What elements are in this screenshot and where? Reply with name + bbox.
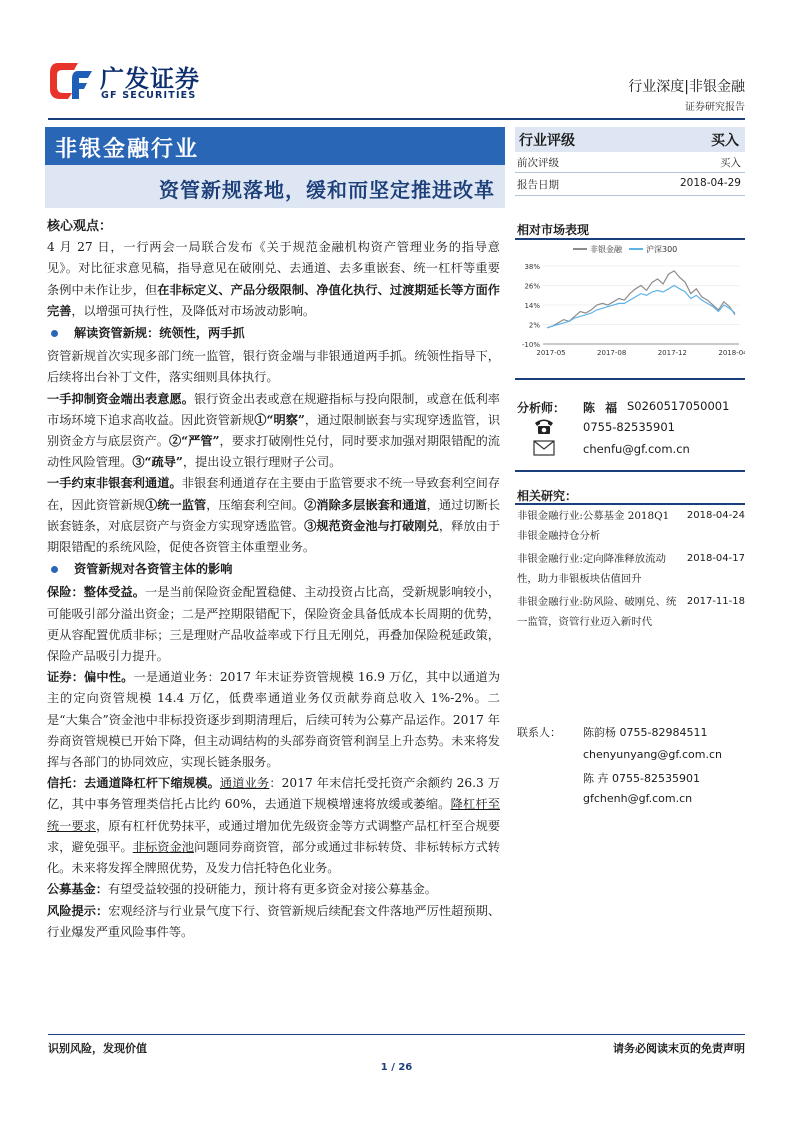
bold-span: ②消除多层嵌套和通道 bbox=[304, 497, 427, 512]
header-divider bbox=[48, 118, 745, 120]
report-date-value: 2018-04-29 bbox=[679, 177, 741, 189]
paragraph-trust bbox=[47, 773, 500, 879]
paragraph-two-hands bbox=[47, 389, 500, 559]
text-span: 非银套利通道存在主要由于监管要求不统一导致套利空间存在，因此资管新规 bbox=[47, 476, 501, 512]
market-chart bbox=[517, 242, 745, 372]
contact-line: 陈 卉 0755-82535901 bbox=[583, 772, 700, 785]
gf-logo-icon bbox=[48, 57, 94, 103]
research-date: 2018-04-17 bbox=[686, 553, 745, 564]
rating-divider bbox=[515, 172, 745, 173]
analyst-email: chenfu@gf.com.cn bbox=[583, 442, 690, 456]
main-content bbox=[47, 216, 500, 943]
rating-divider bbox=[515, 195, 745, 196]
page-number: 1 / 26 bbox=[380, 1062, 413, 1073]
research-title: 非银金融行业:定向降准释放流动性，助力非银板块估值回升 bbox=[517, 553, 666, 585]
research-item[interactable] bbox=[517, 549, 745, 589]
paragraph-intro bbox=[47, 237, 500, 322]
text-span: ，原有杠杆优势抹平，或通过增加优先级资金等方式调整产品杠杆至合规要求，避免强平。 bbox=[47, 818, 501, 854]
paragraph-insurance bbox=[47, 582, 500, 667]
bold-span: ①“明察” bbox=[254, 412, 305, 427]
text-span: 一是通道业务：2017 年末证券资管规模 16.9 万亿，其中以通道为主的定向资管规模 14.4 万亿，低费率通道业务仅贡献券商总收入 1%-2%。二是“大集合”资金池中非标投资逐步到期清理后，后续可转为公募产品运作。2017 年券商资管规模已开始下降，但主动调结构的头部券商资管利润呈上升态势。未来将发挥与各部门的协同效应，实现长链条服务。 bbox=[47, 670, 501, 770]
paragraph-fund bbox=[47, 879, 500, 900]
bold-span: ①统一监管 bbox=[144, 497, 207, 512]
section-divider bbox=[515, 378, 745, 380]
bold-span: 风险提示： bbox=[47, 903, 109, 918]
industry-title-bar bbox=[45, 127, 505, 165]
text-span: 4 月 27 日，一行两会一局联合发布《关于规范金融机构资产管理业务的指导意见》。对比征求意见稿，指导意见在破刚兑、去通道、去多重嵌套、统一杠杆等重要条例中未作让步，但 bbox=[47, 240, 500, 297]
underline-span: 降杠杆至统一要求 bbox=[47, 797, 500, 833]
bold-span: ③“疏导” bbox=[132, 455, 183, 470]
y-tick-label: 38% bbox=[524, 263, 540, 271]
contact-line: 陈韵杨 0755-82984511 bbox=[583, 726, 708, 739]
x-tick-label: 2017-08 bbox=[597, 349, 627, 357]
contact-line: chenyunyang@gf.com.cn bbox=[583, 748, 722, 761]
headline-bar bbox=[45, 165, 505, 208]
rating-value: 买入 bbox=[711, 133, 739, 149]
telephone-icon bbox=[533, 417, 555, 435]
report-subtype: 证券研究报告 bbox=[685, 102, 745, 113]
prev-rating-label: 前次评级 bbox=[517, 157, 559, 169]
bullet-dot-icon bbox=[51, 566, 58, 573]
series-line-hs300 bbox=[547, 286, 735, 328]
text-span: ，要求打破刚性兑付，同时要求加强对期限错配的流动性风险管理。 bbox=[47, 434, 500, 470]
related-research-list bbox=[517, 506, 745, 632]
bullet-text: 解读资管新规：统领性，两手抓 bbox=[74, 326, 245, 341]
bold-span: ③规范资金池与打破刚兑 bbox=[304, 518, 439, 533]
report-date-label: 报告日期 bbox=[517, 179, 559, 191]
text-span: ，以增强可执行性，及降低对市场波动影响。 bbox=[71, 303, 316, 318]
logo-english-name: GF SECURITIES bbox=[101, 90, 197, 101]
bold-span: 保险：整体受益。 bbox=[47, 585, 145, 600]
footer-divider bbox=[48, 1034, 745, 1035]
report-headline: 资管新规落地，缓和而坚定推进改革 bbox=[159, 178, 495, 202]
underline-span: 非标资金池 bbox=[132, 839, 194, 854]
bold-span: 在非标定义、产品分级限制、净值化执行、过渡期延长等方面作完善 bbox=[47, 282, 500, 318]
text-span: ，提出设立银行理财子公司。 bbox=[182, 455, 342, 470]
footer-slogan: 识别风险，发现价值 bbox=[48, 1042, 147, 1055]
bold-span: 证券：偏中性。 bbox=[47, 670, 134, 685]
text-span: ，释放由于期限错配的系统风险，促使各资管主体重塑业务。 bbox=[47, 518, 501, 555]
contact-line: gfchenh@gf.com.cn bbox=[583, 792, 693, 805]
email-icon bbox=[533, 440, 555, 456]
report-type: 行业深度|非银金融 bbox=[628, 79, 745, 95]
text-span: ：2017 年末信托受托资产余额约 26.3 万亿，其中事务管理类信托占比约 60%，去通道下规模增速将放缓或萎缩。 bbox=[47, 776, 500, 812]
rating-box bbox=[515, 127, 745, 152]
logo-chinese-name: 广发证券 bbox=[100, 65, 200, 93]
company-logo bbox=[48, 57, 218, 103]
bold-span: 一手约束非银套利通道。 bbox=[47, 476, 182, 491]
legend-label: 非银金融 bbox=[590, 245, 622, 254]
y-tick-label: 14% bbox=[524, 302, 540, 310]
text-span: ，通过限制嵌套与实现穿透监管，识别资金方与底层资产。 bbox=[47, 412, 501, 449]
x-tick-label: 2017-12 bbox=[657, 349, 687, 357]
paragraph-regulation: 资管新规首次实现多部门统一监管，银行资金端与非银通道两手抓。统领性指导下，后续将出台补丁文件，落实细则具体执行。 bbox=[47, 349, 500, 385]
research-date: 2017-11-18 bbox=[686, 596, 745, 607]
prev-rating-row bbox=[517, 155, 741, 170]
text-span: ，通过切断长嵌套链条，对底层资产与资金方实现穿透监管。 bbox=[47, 497, 501, 533]
y-tick-label: 26% bbox=[524, 282, 540, 291]
series-line-nonbank bbox=[547, 271, 735, 328]
analyst-label: 分析师： bbox=[517, 401, 566, 415]
rating-label: 行业评级 bbox=[519, 133, 575, 149]
y-tick-label: -10% bbox=[521, 341, 540, 349]
analyst-block bbox=[517, 397, 745, 459]
text-span: 宏观经济与行业景气度下行、资管新规后续配套文件落地严厉性超预期、行业爆发严重风险事件等。 bbox=[47, 903, 501, 939]
section-divider bbox=[515, 238, 745, 240]
industry-title: 非银金融行业 bbox=[55, 137, 200, 162]
section-divider bbox=[515, 503, 745, 505]
related-research-title: 相关研究： bbox=[517, 489, 578, 503]
section-divider bbox=[515, 470, 745, 472]
research-title: 非银金融行业:防风险、破刚兑、统一监管，资管行业迈入新时代 bbox=[517, 596, 677, 628]
text-span: 一是当前保险资金配置稳健、主动投资占比高，受新规影响较小，可能吸引部分溢出资金；二是严控期限错配下，保险资金具备低成本长周期的优势，更从容配置优质非标；三是理财产品收益率或下行且无刚兑，再叠加保险税延政策，保险产品吸引力提升。 bbox=[47, 585, 501, 664]
bold-span: ②“严管” bbox=[168, 434, 220, 449]
text-span: 问题同券商资管，部分或通过非标转贷、非标转标方式转化。未来将发挥全牌照优势，及发力信托特色化业务。 bbox=[47, 839, 501, 876]
research-date: 2018-04-24 bbox=[686, 510, 745, 521]
research-item[interactable] bbox=[517, 592, 745, 632]
contacts-label: 联系人： bbox=[517, 726, 561, 739]
report-date-row bbox=[517, 177, 741, 192]
text-span: 银行资金出表或意在规避指标与投向限制，或意在低利率市场环境下追求高收益。因此资管新规 bbox=[47, 391, 500, 427]
underline-span: 通道业务 bbox=[219, 776, 270, 791]
bold-span: 公募基金： bbox=[47, 882, 108, 897]
analyst-phone: 0755-82535901 bbox=[583, 420, 675, 434]
legend-label: 沪深300 bbox=[646, 245, 678, 254]
research-title: 非银金融行业:公募基金 2018Q1 非银金融持仓分析 bbox=[517, 510, 670, 542]
research-item[interactable] bbox=[517, 506, 745, 546]
bold-span: 信托：去通道降杠杆下缩规模。 bbox=[47, 776, 220, 791]
y-tick-label: 2% bbox=[528, 321, 540, 330]
bullet-interpretation bbox=[47, 323, 500, 344]
analyst-license: S0260517050001 bbox=[627, 399, 730, 413]
x-tick-label: 2017-05 bbox=[536, 349, 566, 357]
prev-rating-value: 买入 bbox=[720, 157, 741, 169]
text-span: ，压缩套利空间。 bbox=[206, 497, 305, 512]
analyst-name: 陈 福 bbox=[583, 401, 621, 415]
market-chart-svg bbox=[517, 242, 745, 372]
bullet-dot-icon bbox=[51, 330, 58, 337]
core-view-heading: 核心观点： bbox=[47, 219, 113, 234]
bold-span: 一手抑制资金端出表意愿。 bbox=[47, 391, 194, 406]
paragraph-risk bbox=[47, 901, 500, 943]
market-performance-title: 相对市场表现 bbox=[517, 223, 590, 237]
bullet-impact bbox=[47, 559, 500, 580]
footer-disclaimer: 请务必阅读末页的免责声明 bbox=[613, 1042, 745, 1055]
paragraph-securities bbox=[47, 667, 500, 773]
bullet-text: 资管新规对各资管主体的影响 bbox=[74, 562, 233, 577]
x-tick-label: 2018-04 bbox=[718, 349, 745, 357]
text-span: 有望受益较强的投研能力，预计将有更多资金对接公募基金。 bbox=[107, 882, 437, 897]
